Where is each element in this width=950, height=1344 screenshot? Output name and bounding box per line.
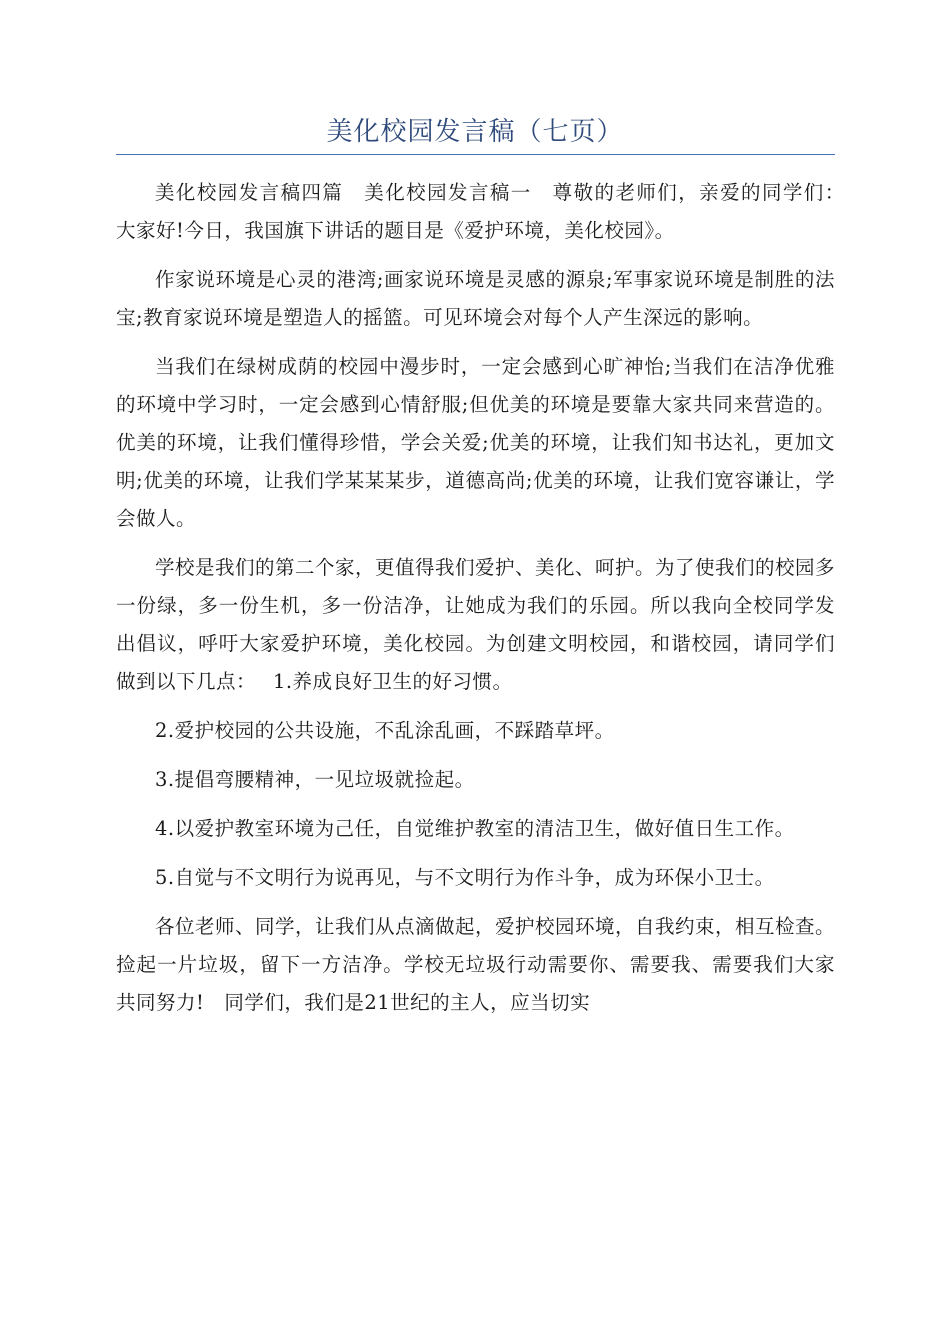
paragraph-8: 5.自觉与不文明行为说再见，与不文明行为作斗争，成为环保小卫士。	[155, 866, 775, 889]
paragraph-1: 美化校园发言稿四篇 美化校园发言稿一 尊敬的老师们，亲爱的同学们： 大家好!今日，我国旗下讲话的题目是《爱护环境，美化校园》。	[116, 181, 862, 242]
document-title: 美化校园发言稿（七页）	[326, 117, 624, 147]
paragraph-4: 学校是我们的第二个家，更值得我们爱护、美化、呵护。为了使我们的校园多一份绿，多一份生机，多一份洁净，让她成为我们的乐园。所以我向全校同学发出倡议，呼吁大家爱护环境，美化校园。为创建文明校园，和谐校园，请同学们做到以下几点： 1.养成良好卫生的好习惯。	[116, 556, 836, 693]
paragraph-2: 作家说环境是心灵的港湾;画家说环境是灵感的源泉;军事家说环境是制胜的法宝;教育家说环境是塑造人的摇篮。可见环境会对每个人产生深远的影响。	[116, 268, 835, 329]
paragraph-7: 4.以爱护教室环境为己任，自觉维护教室的清洁卫生，做好值日生工作。	[155, 817, 795, 840]
document-body	[116, 174, 862, 1033]
title-underline	[116, 154, 835, 155]
paragraph-3: 当我们在绿树成荫的校园中漫步时，一定会感到心旷神怡;当我们在洁净优雅的环境中学习时，一定会感到心情舒服;但优美的环境是要靠大家共同来营造的。优美的环境，让我们懂得珍惜，学会关爱;优美的环境，让我们知书达礼，更加文明;优美的环境，让我们学某某某步，道德高尚;优美的环境，让我们宽容谦让，学会做人。	[116, 355, 835, 530]
paragraph-9: 各位老师、同学，让我们从点滴做起，爱护校园环境，自我约束，相互检查。捡起一片垃圾，留下一方洁净。学校无垃圾行动需要你、需要我、需要我们大家共同努力! 同学们，我们是21世纪的主人，应当切实	[116, 915, 836, 1014]
paragraph-6: 3.提倡弯腰精神，一见垃圾就捡起。	[155, 768, 475, 791]
paragraph-5: 2.爱护校园的公共设施，不乱涂乱画，不踩踏草坪。	[155, 719, 615, 742]
